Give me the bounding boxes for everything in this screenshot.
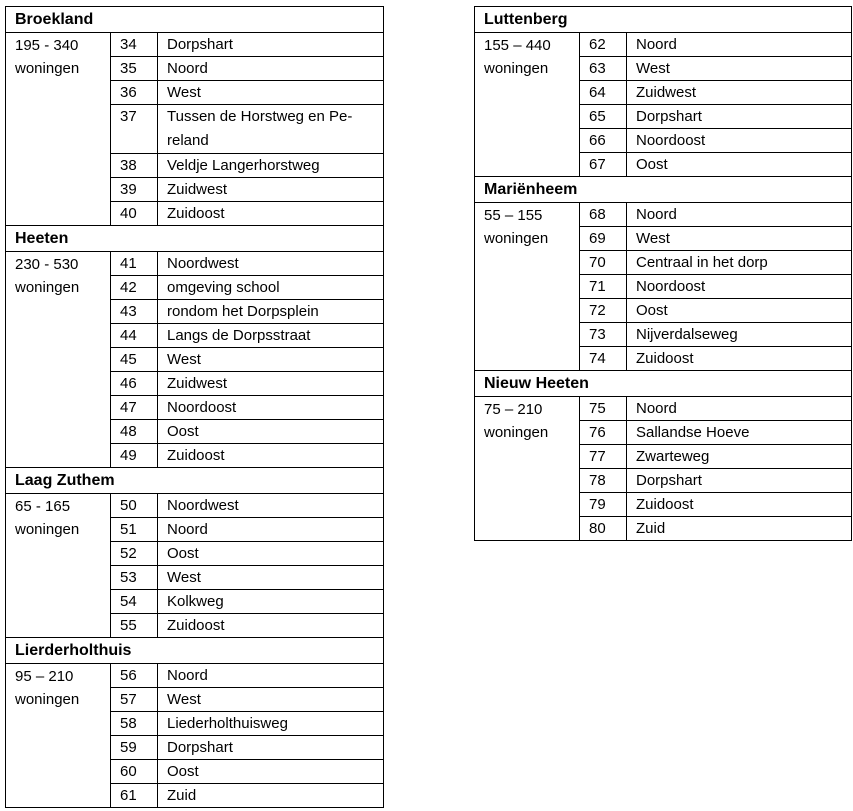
area-number: 40 — [111, 202, 158, 226]
area-number: 44 — [111, 324, 158, 348]
area-label-line: reland — [167, 132, 209, 149]
range-value: 230 - 530 — [15, 256, 79, 273]
area-number: 78 — [580, 469, 627, 493]
region-name: Mariënheem — [475, 177, 852, 203]
area-number: 51 — [111, 518, 158, 542]
region-name: Laag Zuthem — [6, 468, 384, 494]
area-label: Zwarteweg — [627, 445, 852, 469]
area-number: 53 — [111, 566, 158, 590]
area-number: 74 — [580, 347, 627, 371]
area-label: Oost — [158, 542, 384, 566]
area-number: 41 — [111, 252, 158, 276]
area-label: Noord — [627, 33, 852, 57]
area-label: West — [158, 566, 384, 590]
area-label: Centraal in het dorp — [627, 251, 852, 275]
table-row — [6, 252, 384, 276]
area-number: 64 — [580, 81, 627, 105]
table-row — [6, 494, 384, 518]
area-number: 48 — [111, 420, 158, 444]
area-label: Liederholthuisweg — [158, 712, 384, 736]
area-number: 57 — [111, 688, 158, 712]
area-number: 60 — [111, 760, 158, 784]
range-value: 55 – 155 — [484, 207, 543, 224]
region-header-row — [6, 468, 384, 494]
area-label: West — [158, 688, 384, 712]
area-label: Zuidoost — [627, 493, 852, 517]
area-number: 67 — [580, 153, 627, 177]
area-number: 68 — [580, 203, 627, 227]
area-label: Noordoost — [627, 275, 852, 299]
region-header-row — [475, 371, 852, 397]
area-number: 39 — [111, 178, 158, 202]
left-table — [5, 6, 384, 808]
area-number: 75 — [580, 397, 627, 421]
area-label: rondom het Dorpsplein — [158, 300, 384, 324]
range-unit: woningen — [484, 60, 549, 77]
area-label: Noord — [627, 203, 852, 227]
area-label: Dorpshart — [627, 105, 852, 129]
area-number: 69 — [580, 227, 627, 251]
area-label: Zuid — [627, 517, 852, 541]
range-unit: woningen — [15, 60, 80, 77]
range-cell — [475, 397, 580, 541]
area-label: Zuidoost — [158, 202, 384, 226]
area-number: 76 — [580, 421, 627, 445]
area-number: 72 — [580, 299, 627, 323]
area-number: 63 — [580, 57, 627, 81]
area-number: 77 — [580, 445, 627, 469]
range-unit: woningen — [15, 521, 80, 538]
area-number: 73 — [580, 323, 627, 347]
range-cell — [6, 494, 111, 638]
range-unit: woningen — [484, 230, 549, 247]
area-label-line: Tussen de Horstweg en Pe- — [167, 108, 353, 125]
area-number: 34 — [111, 33, 158, 57]
region-header-row — [6, 638, 384, 664]
region-name: Lierderholthuis — [6, 638, 384, 664]
area-label: West — [627, 227, 852, 251]
area-label: Sallandse Hoeve — [627, 421, 852, 445]
area-number: 49 — [111, 444, 158, 468]
table-row — [6, 664, 384, 688]
table-row — [475, 397, 852, 421]
area-label: West — [627, 57, 852, 81]
area-label: Dorpshart — [158, 736, 384, 760]
area-number: 43 — [111, 300, 158, 324]
area-number: 36 — [111, 81, 158, 105]
region-header-row — [475, 7, 852, 33]
area-label: omgeving school — [158, 276, 384, 300]
area-number: 62 — [580, 33, 627, 57]
range-value: 195 - 340 — [15, 37, 79, 54]
area-number: 50 — [111, 494, 158, 518]
area-number: 54 — [111, 590, 158, 614]
region-name: Heeten — [6, 226, 384, 252]
area-label: Oost — [627, 153, 852, 177]
area-label: Nijverdalseweg — [627, 323, 852, 347]
area-label: Noordwest — [158, 494, 384, 518]
right-table — [474, 6, 852, 541]
area-label: West — [158, 348, 384, 372]
range-cell — [6, 664, 111, 808]
area-label: Zuidoost — [158, 444, 384, 468]
area-label: Noord — [158, 518, 384, 542]
area-number: 52 — [111, 542, 158, 566]
area-label: Zuidwest — [158, 178, 384, 202]
area-label: Dorpshart — [158, 33, 384, 57]
area-number: 79 — [580, 493, 627, 517]
area-label — [158, 105, 384, 154]
range-cell — [6, 33, 111, 226]
area-label: Zuidoost — [627, 347, 852, 371]
area-number: 56 — [111, 664, 158, 688]
area-label: Noord — [627, 397, 852, 421]
range-value: 155 – 440 — [484, 37, 551, 54]
area-label: Noord — [158, 664, 384, 688]
area-number: 55 — [111, 614, 158, 638]
range-unit: woningen — [484, 424, 549, 441]
region-header-row — [6, 7, 384, 33]
area-number: 42 — [111, 276, 158, 300]
area-label: Langs de Dorpsstraat — [158, 324, 384, 348]
area-label: Noordoost — [158, 396, 384, 420]
area-number: 59 — [111, 736, 158, 760]
range-cell — [475, 203, 580, 371]
area-label: Noord — [158, 57, 384, 81]
range-value: 95 – 210 — [15, 668, 74, 685]
table-row — [6, 33, 384, 57]
area-number: 47 — [111, 396, 158, 420]
area-label: Oost — [158, 420, 384, 444]
area-label: Noordwest — [158, 252, 384, 276]
range-cell — [6, 252, 111, 468]
area-number: 35 — [111, 57, 158, 81]
range-value: 65 - 165 — [15, 498, 71, 515]
area-number: 58 — [111, 712, 158, 736]
region-header-row — [475, 177, 852, 203]
area-number: 70 — [580, 251, 627, 275]
area-label: Dorpshart — [627, 469, 852, 493]
region-header-row — [6, 226, 384, 252]
area-number: 38 — [111, 154, 158, 178]
area-label: Zuidwest — [627, 81, 852, 105]
range-unit: woningen — [15, 691, 80, 708]
area-number: 61 — [111, 784, 158, 808]
area-label: Oost — [627, 299, 852, 323]
area-label: Noordoost — [627, 129, 852, 153]
range-unit: woningen — [15, 279, 80, 296]
area-number: 65 — [580, 105, 627, 129]
area-label: Zuid — [158, 784, 384, 808]
area-number: 71 — [580, 275, 627, 299]
area-number: 45 — [111, 348, 158, 372]
table-row — [475, 33, 852, 57]
region-name: Broekland — [6, 7, 384, 33]
area-number: 80 — [580, 517, 627, 541]
area-label: West — [158, 81, 384, 105]
area-number: 37 — [111, 105, 158, 154]
region-name: Luttenberg — [475, 7, 852, 33]
area-label: Oost — [158, 760, 384, 784]
range-cell — [475, 33, 580, 177]
area-number: 66 — [580, 129, 627, 153]
range-value: 75 – 210 — [484, 401, 543, 418]
region-name: Nieuw Heeten — [475, 371, 852, 397]
area-number: 46 — [111, 372, 158, 396]
area-label: Kolkweg — [158, 590, 384, 614]
table-row — [475, 203, 852, 227]
area-label: Zuidoost — [158, 614, 384, 638]
area-label: Veldje Langerhorstweg — [158, 154, 384, 178]
area-label: Zuidwest — [158, 372, 384, 396]
